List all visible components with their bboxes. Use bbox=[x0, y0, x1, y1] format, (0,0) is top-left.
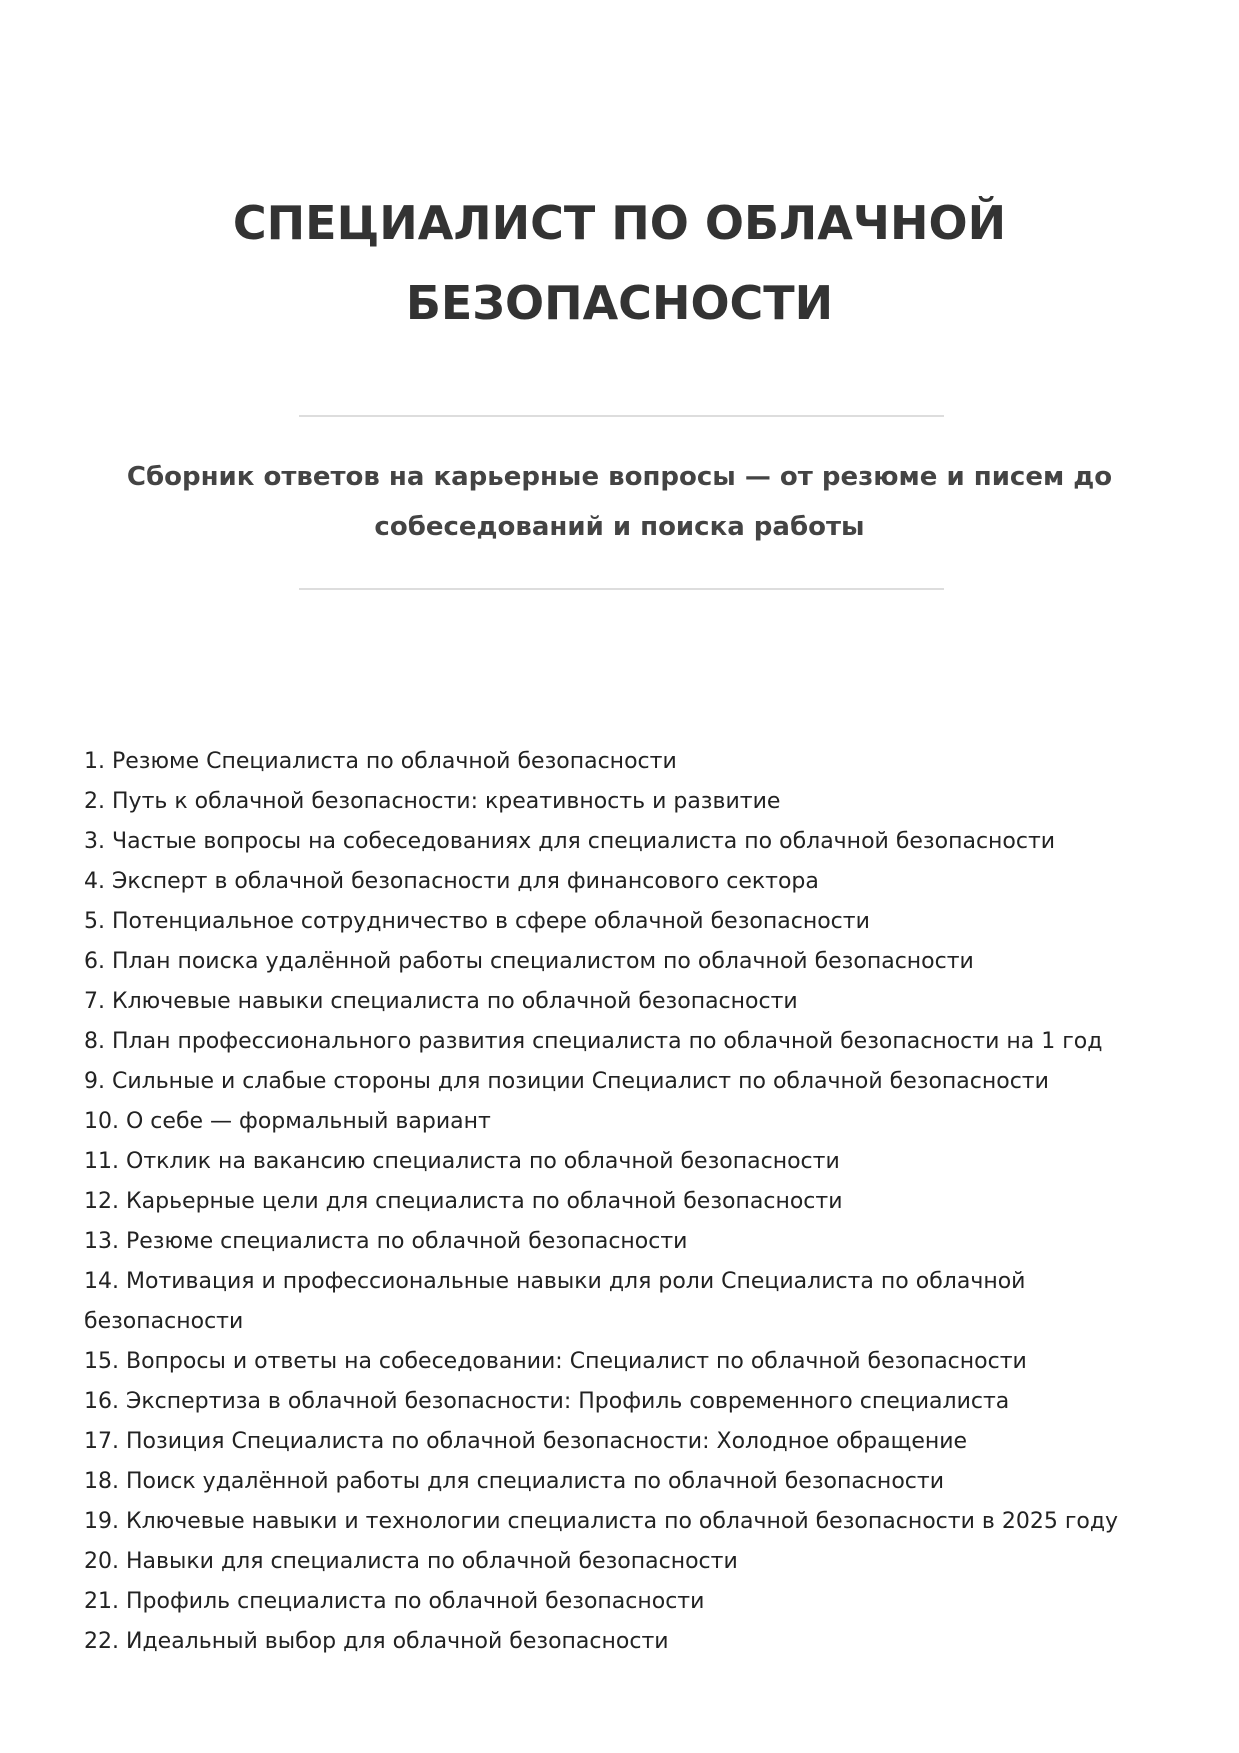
toc-item-number: 4. bbox=[84, 869, 105, 894]
toc-item-number: 20. bbox=[84, 1549, 119, 1574]
toc-item bbox=[84, 742, 1124, 782]
toc-item bbox=[84, 1342, 1124, 1382]
toc-item bbox=[84, 862, 1124, 902]
toc-item-text: План поиска удалённой работы специалистом по облачной безопасности bbox=[112, 949, 974, 974]
toc-item-text: Резюме Специалиста по облачной безопасности bbox=[112, 749, 677, 774]
toc-item bbox=[84, 822, 1124, 862]
toc-item bbox=[84, 1262, 1124, 1342]
toc-item-text: Сильные и слабые стороны для позиции Специалист по облачной безопасности bbox=[112, 1069, 1049, 1094]
page-title-line-2: БЕЗОПАСНОСТИ bbox=[405, 276, 834, 330]
toc-item-number: 15. bbox=[84, 1349, 119, 1374]
toc-item-number: 2. bbox=[84, 789, 105, 814]
toc-item-number: 18. bbox=[84, 1469, 119, 1494]
toc-item-text: Мотивация и профессиональные навыки для роли Специалиста по облачной безопасности bbox=[84, 1269, 1026, 1334]
toc-item-text: Карьерные цели для специалиста по облачной безопасности bbox=[126, 1189, 843, 1214]
toc-item-text: Резюме специалиста по облачной безопасности bbox=[126, 1229, 688, 1254]
toc-item-text: Профиль специалиста по облачной безопасности bbox=[126, 1589, 705, 1614]
toc-item-number: 17. bbox=[84, 1429, 119, 1454]
toc-item bbox=[84, 1542, 1124, 1582]
toc-item bbox=[84, 1142, 1124, 1182]
toc-item-text: Экспертиза в облачной безопасности: Профиль современного специалиста bbox=[126, 1389, 1010, 1414]
toc-item-number: 3. bbox=[84, 829, 105, 854]
toc-item-number: 22. bbox=[84, 1629, 119, 1654]
toc-item bbox=[84, 982, 1124, 1022]
toc-item bbox=[84, 1462, 1124, 1502]
table-of-contents bbox=[84, 742, 1124, 1662]
toc-item-text: Путь к облачной безопасности: креативность и развитие bbox=[112, 789, 781, 814]
toc-item-number: 14. bbox=[84, 1269, 119, 1294]
toc-item-number: 10. bbox=[84, 1109, 119, 1134]
top-divider bbox=[299, 415, 944, 417]
toc-item bbox=[84, 782, 1124, 822]
toc-item bbox=[84, 1422, 1124, 1462]
toc-item bbox=[84, 1502, 1124, 1542]
toc-item-text: Идеальный выбор для облачной безопасности bbox=[126, 1629, 669, 1654]
page-subtitle-line-2: собеседований и поиска работы bbox=[374, 512, 865, 542]
toc-item bbox=[84, 1222, 1124, 1262]
toc-item-number: 7. bbox=[84, 989, 105, 1014]
toc-item bbox=[84, 1382, 1124, 1422]
toc-item-number: 19. bbox=[84, 1509, 119, 1534]
toc-item-number: 1. bbox=[84, 749, 105, 774]
toc-item bbox=[84, 902, 1124, 942]
toc-item-number: 5. bbox=[84, 909, 105, 934]
toc-item-text: Навыки для специалиста по облачной безопасности bbox=[126, 1549, 738, 1574]
page-title bbox=[0, 183, 1239, 343]
page-title-line-1: СПЕЦИАЛИСТ ПО ОБЛАЧНОЙ bbox=[232, 196, 1007, 250]
page-subtitle-line-1: Сборник ответов на карьерные вопросы — от резюме и писем до bbox=[126, 462, 1113, 492]
bottom-divider bbox=[299, 588, 944, 590]
toc-item-number: 12. bbox=[84, 1189, 119, 1214]
toc-item-text: Отклик на вакансию специалиста по облачной безопасности bbox=[126, 1149, 840, 1174]
toc-item-text: Потенциальное сотрудничество в сфере облачной безопасности bbox=[112, 909, 870, 934]
toc-item-text: Частые вопросы на собеседованиях для специалиста по облачной безопасности bbox=[112, 829, 1056, 854]
page-subtitle bbox=[100, 452, 1139, 552]
toc-item-text: Эксперт в облачной безопасности для финансового сектора bbox=[112, 869, 819, 894]
toc-item-text: Поиск удалённой работы для специалиста по облачной безопасности bbox=[126, 1469, 944, 1494]
toc-item bbox=[84, 1582, 1124, 1622]
toc-item-text: Ключевые навыки специалиста по облачной безопасности bbox=[112, 989, 798, 1014]
toc-item-number: 11. bbox=[84, 1149, 119, 1174]
toc-item bbox=[84, 1022, 1124, 1062]
toc-item-text: Ключевые навыки и технологии специалиста по облачной безопасности в 2025 году bbox=[126, 1509, 1119, 1534]
toc-item-number: 9. bbox=[84, 1069, 105, 1094]
toc-item bbox=[84, 1102, 1124, 1142]
toc-item bbox=[84, 1062, 1124, 1102]
toc-item-text: План профессионального развития специалиста по облачной безопасности на 1 год bbox=[112, 1029, 1103, 1054]
toc-item-number: 21. bbox=[84, 1589, 119, 1614]
toc-item bbox=[84, 942, 1124, 982]
toc-item-number: 13. bbox=[84, 1229, 119, 1254]
toc-item bbox=[84, 1182, 1124, 1222]
toc-item-text: Вопросы и ответы на собеседовании: Специалист по облачной безопасности bbox=[126, 1349, 1027, 1374]
toc-item-text: Позиция Специалиста по облачной безопасности: Холодное обращение bbox=[126, 1429, 968, 1454]
toc-item-number: 16. bbox=[84, 1389, 119, 1414]
toc-item-number: 6. bbox=[84, 949, 105, 974]
toc-item bbox=[84, 1622, 1124, 1662]
toc-item-number: 8. bbox=[84, 1029, 105, 1054]
toc-item-text: О себе — формальный вариант bbox=[126, 1109, 491, 1134]
